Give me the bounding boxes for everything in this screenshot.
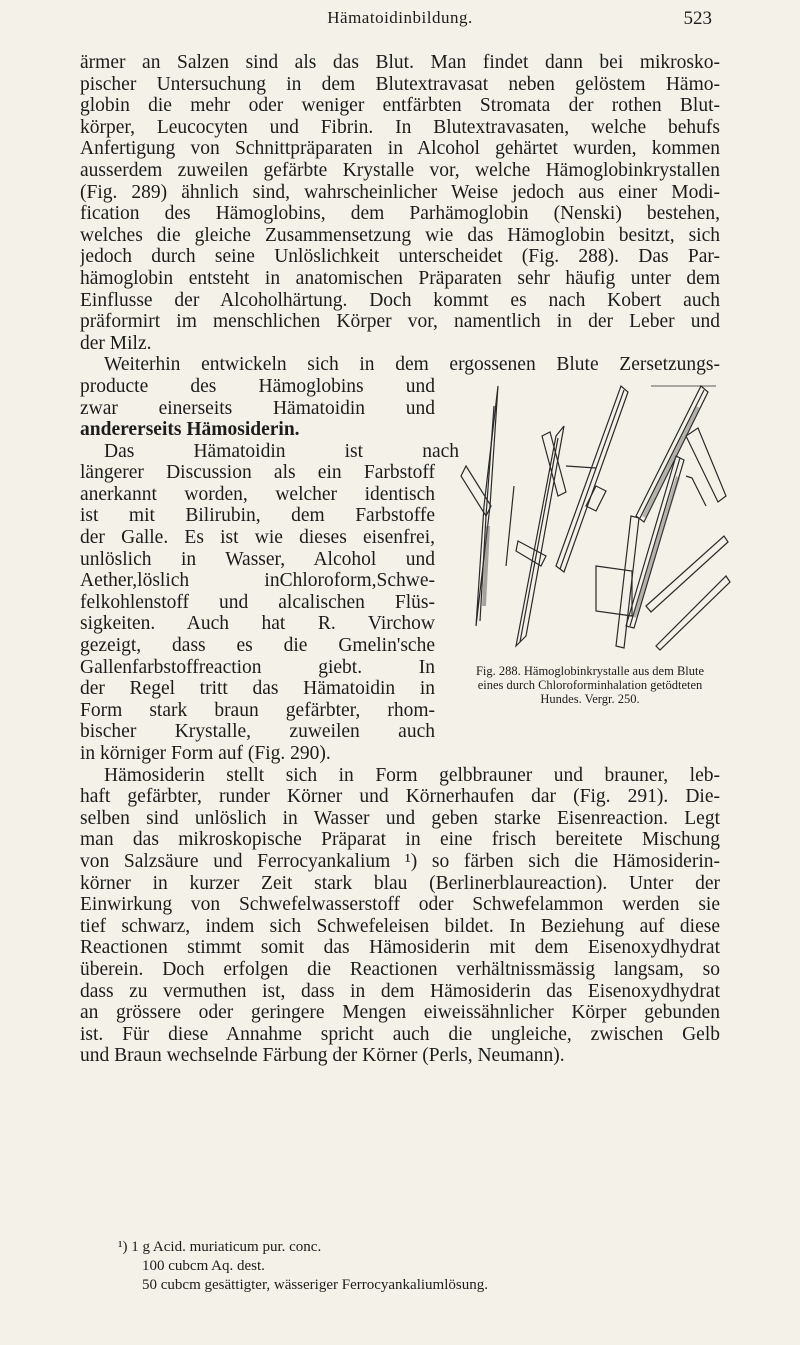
text-line: andererseits Hämosiderin. xyxy=(80,419,300,441)
text-line: anerkannt worden, welcher identisch xyxy=(80,483,435,505)
text-line: globin die mehr oder weniger entfärbten Stromata der rothen Blut- xyxy=(80,95,720,117)
footnote-marker: ¹) xyxy=(118,1239,128,1255)
text-line: Reactionen stimmt somit das Hämosiderin mit dem Eisenoxydhydrat xyxy=(80,937,720,959)
footnote-line: 50 cubcm gesättigter, wässeriger Ferrocyankaliumlösung. xyxy=(142,1277,488,1293)
caption-line: eines durch Chloroforminhalation getödteten xyxy=(477,678,703,692)
crystal-figure xyxy=(446,366,736,666)
text-line: von Salzsäure und Ferrocyankalium ¹) so färben sich die Hämosiderin- xyxy=(80,850,720,872)
text-line: producte des Hämoglobins und xyxy=(80,375,435,397)
text-line: und Braun wechselnde Färbung der Körner (Perls, Neumann). xyxy=(80,1045,565,1067)
text-line: zwar einerseits Hämatoidin und xyxy=(80,397,435,419)
page-number: 523 xyxy=(683,8,712,29)
text-line: selben sind unlöslich in Wasser und geben starke Eisenreaction. Legt xyxy=(80,807,720,829)
text-line: welches die gleiche Zusammensetzung wie das Hämoglobin besitzt, sich xyxy=(80,224,720,246)
text-line: dass zu vermuthen ist, dass in dem Hämosiderin das Eisenoxydhydrat xyxy=(80,980,720,1002)
text-line: Weiterhin entwickeln sich in dem ergossenen Blute Zersetzungs- xyxy=(104,354,720,376)
footnote-line: 100 cubcm Aq. dest. xyxy=(142,1258,265,1274)
crystal-needle xyxy=(686,428,726,502)
paragraph-parhaemoglobin xyxy=(80,52,720,354)
text-line: Hämosiderin stellt sich in Form gelbbrauner und brauner, leb- xyxy=(104,764,720,786)
text-line: körper, Leucocyten und Fibrin. In Blutextravasaten, welche behufs xyxy=(80,116,720,138)
text-line: der Regel tritt das Hämatoidin in xyxy=(80,678,435,700)
text-line: jedoch durch seine Unlöslichkeit unterscheidet (Fig. 288). Das Par- xyxy=(80,246,720,268)
text-line: körner in kurzer Zeit stark blau (Berlinerblaureaction). Unter der xyxy=(80,872,720,894)
crystal-plate xyxy=(596,566,632,616)
text-line: unlöslich in Wasser, Alcohol und xyxy=(80,548,435,570)
text-line: pischer Untersuchung in dem Blutextravasat neben gelöstem Hämo- xyxy=(80,73,720,95)
text-line: sigkeiten. Auch hat R. Virchow xyxy=(80,613,435,635)
text-line: Das Hämatoidin ist nach xyxy=(104,440,459,462)
running-title: Hämatoidinbildung. xyxy=(327,8,473,27)
crystal-needle xyxy=(616,516,639,648)
text-line: haft gefärbter, runder Körner und Körnerhaufen dar (Fig. 291). Die- xyxy=(80,786,720,808)
text-line: Anfertigung von Schnittpräparaten in Alcohol gehärtet wurden, kommen xyxy=(80,138,720,160)
text-line: an grössere oder geringere Mengen eiweissähnlicher Körper gebunden xyxy=(80,1002,720,1024)
text-line: in körniger Form auf (Fig. 290). xyxy=(80,743,331,764)
text-line: ärmer an Salzen sind als das Blut. Man findet dann bei mikrosko- xyxy=(80,52,720,73)
footnote-text: 1 g Acid. muriaticum pur. conc. xyxy=(131,1239,322,1255)
text-line: der Milz. xyxy=(80,332,152,354)
text-line: Form stark braun gefärbter, rhom- xyxy=(80,699,435,721)
text-line: Einflusse der Alcoholhärtung. Doch kommt es nach Kobert auch xyxy=(80,289,720,311)
text-line: gezeigt, dass es die Gmelin'sche xyxy=(80,635,435,657)
text-line: Gallenfarbstoffreaction giebt. In xyxy=(80,656,435,678)
text-line: fication des Hämoglobins, dem Parhämoglobin (Nenski) bestehen, xyxy=(80,203,720,225)
text-line: präformirt im menschlichen Körper vor, namentlich in der Leber und xyxy=(80,311,720,333)
text-line: überein. Doch erfolgen die Reactionen verhältnissmässig langsam, so xyxy=(80,958,720,980)
caption-line: Hundes. Vergr. 250. xyxy=(540,692,640,706)
text-line: tief schwarz, indem sich Schwefeleisen bildet. In Beziehung auf diese xyxy=(80,915,720,937)
footnote-line xyxy=(118,1238,718,1257)
text-line: hämoglobin entsteht in anatomischen Präparaten sehr häufig unter dem xyxy=(80,267,720,289)
footnotes xyxy=(118,1238,718,1295)
caption-line: Fig. 288. Hämoglobinkrystalle aus dem Blute xyxy=(475,664,705,678)
text-line: Aether,löslich inChloroform,Schwe- xyxy=(80,570,435,592)
text-line: felkohlenstoff und alcalischen Flüs- xyxy=(80,591,435,613)
text-line: ausserdem zuweilen gefärbte Krystalle vor, welche Hämoglobinkrystallen xyxy=(80,159,720,181)
text-line: Einwirkung von Schwefelwasserstoff oder Schwefelammon werden sie xyxy=(80,894,720,916)
paragraph-haemosiderin xyxy=(80,765,720,1067)
figure-caption xyxy=(440,664,740,706)
text-line: ist mit Bilirubin, dem Farbstoffe xyxy=(80,505,435,527)
text-line: bischer Krystalle, zuweilen auch xyxy=(80,721,435,743)
text-line: der Galle. Es ist wie dieses eisenfrei, xyxy=(80,527,435,549)
text-line: (Fig. 289) ähnlich sind, wahrscheinlicher Weise jedoch aus einer Modi- xyxy=(80,181,720,203)
text-line: man das mikroskopische Präparat in eine frisch bereitete Mischung xyxy=(80,829,720,851)
text-line: längerer Discussion als ein Farbstoff xyxy=(80,462,435,484)
text-line: ist. Für diese Annahme spricht auch die ungleiche, zwischen Gelb xyxy=(80,1023,720,1045)
crystal-illustration xyxy=(446,366,736,666)
